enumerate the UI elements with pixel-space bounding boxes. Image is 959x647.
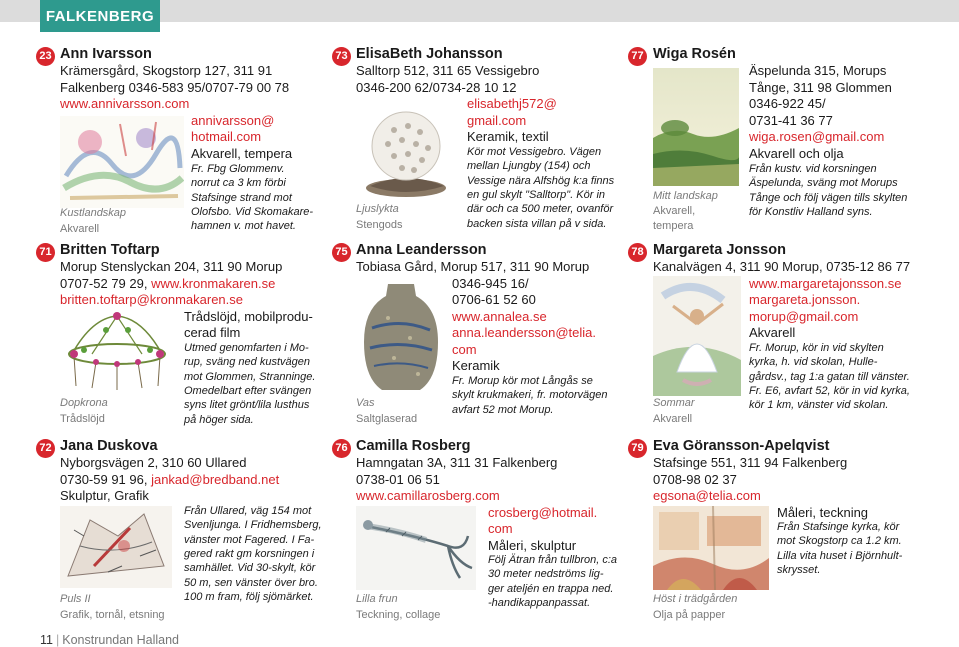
entry-number-badge: 75 — [332, 243, 351, 262]
artwork-image-vase — [358, 278, 444, 396]
directions-line: syns litet grönt/lila lusthus — [184, 399, 310, 412]
directions-line: 50 m, sen vänster över bro. — [184, 576, 318, 589]
address-line: Nyborgsvägen 2, 310 60 Ullared — [60, 455, 247, 470]
artist-entry-78 — [628, 240, 928, 432]
phone-web-line — [60, 276, 275, 293]
entry-number-badge: 79 — [628, 439, 647, 458]
directions-line: Äspelunda, sväng mot Morups — [749, 177, 898, 190]
phone-line: 0708-98 02 37 — [653, 471, 737, 487]
directions-line: Svenljunga. I Fridhemsberg, — [184, 519, 322, 532]
artwork-medium: Akvarell — [60, 223, 100, 235]
address-line: Tobiasa Gård, Morup 517, 311 90 Morup — [356, 259, 590, 274]
directions-line: Stafsinge strand mot — [191, 191, 292, 204]
directions-line: skrysset. — [777, 563, 821, 576]
artwork-medium: Grafik, tornål, etsning — [60, 609, 165, 621]
section-tab: FALKENBERG — [40, 0, 160, 32]
directions-line: Från Stafsinge kyrka, kör — [777, 521, 900, 533]
artwork-title: Höst i trädgården — [653, 593, 738, 605]
technique-line: Skulptur, Grafik — [60, 488, 149, 503]
artwork-image-lantern — [356, 100, 460, 202]
directions-line: 100 m fram, följ sjömärket. — [184, 590, 314, 603]
directions-line: Omedelbart efter svängen — [184, 384, 312, 397]
directions-line: Följ Ätran från tullbron, c:a — [488, 554, 618, 566]
artwork-title: Dopkrona — [60, 397, 108, 409]
directions-line: Fr. Morup kör mot Långås se — [452, 375, 593, 387]
phone-email-line: 0730-59 91 96, jankad@bredband.net — [60, 471, 280, 487]
directions-line: backen sista villan på v sida. — [467, 217, 607, 230]
directions-line: för Konstliv Halland syns. — [749, 205, 873, 218]
artwork-medium: Akvarell, — [653, 205, 696, 217]
entry-number-badge: 77 — [628, 47, 647, 66]
technique-line: Akvarell — [749, 325, 796, 340]
artist-name: Anna Leandersson — [356, 242, 487, 258]
directions-line: 30 meter nedströms lig- — [488, 568, 604, 581]
address-line: Salltorp 512, 311 65 Vessigebro — [356, 63, 540, 78]
artwork-medium: Teckning, collage — [356, 609, 441, 621]
website-link[interactable]: www.camillarosberg.com — [356, 488, 500, 503]
artwork-image-watercolor-landscape — [60, 116, 184, 208]
artist-name: Jana Duskova — [60, 438, 158, 454]
artwork-title: Lilla frun — [356, 593, 398, 605]
technique-line: Keramik, textil — [467, 129, 549, 144]
directions-line: där och ca 500 meter, ovanför — [467, 203, 614, 216]
artist-entry-75 — [332, 240, 622, 432]
artist-entry-76 — [332, 436, 622, 626]
entry-number-badge: 73 — [332, 47, 351, 66]
directions-line: Fr. E6, avfart 52, kör in vid kyrka, — [749, 384, 910, 397]
artist-entry-72 — [36, 436, 326, 626]
directions-line: -handikappanpassat. — [488, 596, 591, 609]
artist-name: Margareta Jonsson — [653, 242, 786, 258]
artwork-image-mermaid-drawing — [356, 506, 476, 590]
artwork-medium-cont: tempera — [653, 220, 694, 232]
address-line: Hamngatan 3A, 311 31 Falkenberg — [356, 455, 558, 470]
artist-name: Eva Göransson-Apelqvist — [653, 438, 830, 454]
technique-line: Trådslöjd, mobilprodu- — [184, 308, 313, 324]
phone-line: Falkenberg 0346-583 95/0707-79 00 78 — [60, 79, 290, 95]
phone-line: 0738-01 06 51 — [356, 471, 440, 487]
email-link[interactable]: anna.leandersson@telia. — [452, 325, 597, 340]
directions-line: Utmed genomfarten i Mo- — [184, 342, 309, 354]
email-link[interactable]: wiga.rosen@gmail.com — [749, 129, 885, 144]
directions-line: mot Glommen, Stranninge. — [184, 370, 316, 383]
artwork-image-dancer-watercolor — [653, 276, 741, 396]
directions-line: Lilla vita huset i Björnhult- — [777, 549, 903, 562]
email-link[interactable]: elisabethj572@ — [467, 96, 557, 111]
address-line: Äspelunda 315, Morups — [749, 63, 887, 78]
directions-line: gårdsv., tag 1:a gatan till vänster. — [749, 370, 910, 383]
entry-number-badge: 23 — [36, 47, 55, 66]
website-link[interactable]: www.margaretajonsson.se — [749, 275, 902, 291]
directions-line: på höger sida. — [184, 413, 254, 426]
artwork-title: Ljuslykta — [356, 203, 399, 215]
website-link[interactable]: www.annalea.se — [452, 308, 547, 324]
technique-line: Måleri, teckning — [777, 504, 869, 520]
entry-number-badge: 76 — [332, 439, 351, 458]
directions-line: gered rakt gm korsningen i — [184, 547, 315, 560]
directions-line: Tånge och följ vägen tills skylten — [749, 191, 908, 204]
artwork-medium: Olja på papper — [653, 609, 726, 621]
artist-entry-77 — [628, 44, 928, 240]
directions-line: mellan Ljungby (154) och — [467, 160, 591, 173]
directions-line: Från kustv. vid korsningen — [749, 163, 877, 175]
artist-name: Wiga Rosén — [653, 46, 736, 62]
technique-line-cont: cerad film — [184, 325, 241, 340]
artist-name: Ann Ivarsson — [60, 46, 152, 62]
artist-entry-73 — [332, 44, 622, 240]
artwork-medium: Stengods — [356, 219, 403, 231]
artist-name: Britten Toftarp — [60, 242, 160, 258]
directions-line: vänster mot Fagered. I Fa- — [184, 533, 315, 546]
footer-separator: | — [55, 633, 60, 647]
artwork-title: Mitt landskap — [653, 190, 718, 202]
email-link-cont[interactable]: morup@gmail.com — [749, 308, 859, 324]
website-link[interactable]: www.kronmakaren.se — [151, 275, 276, 291]
address-line: Krämersgård, Skogstorp 127, 311 91 — [60, 63, 273, 78]
entry-number-badge: 71 — [36, 243, 55, 262]
directions-line: skylt krukmakeri, fr. motorvägen — [452, 389, 608, 402]
email-link-cont[interactable]: com — [452, 341, 477, 357]
page-number: 11 — [40, 633, 53, 647]
website-link[interactable]: www.annivarsson.com — [60, 96, 190, 111]
phone-line: 0731-41 36 77 — [749, 112, 833, 128]
artist-name: Camilla Rosberg — [356, 438, 471, 454]
email-link[interactable]: britten.toftarp@kronmakaren.se — [60, 292, 244, 307]
page-footer — [40, 633, 179, 647]
phone-line: 0346-200 62/0734-28 10 12 — [356, 79, 517, 95]
artist-entry-23 — [36, 44, 314, 240]
artwork-title: Puls II — [60, 593, 91, 605]
artwork-title: Sommar — [653, 397, 695, 409]
directions-line: en gul skylt "Salltorp". Kör in — [467, 188, 606, 201]
artwork-image-autumn-garden — [653, 506, 769, 590]
address-line: Morup Stenslyckan 204, 311 90 Morup — [60, 259, 283, 274]
artist-entry-79 — [628, 436, 928, 626]
artwork-title: Vas — [356, 397, 375, 409]
entry-number-badge: 72 — [36, 439, 55, 458]
directions-line: Vessige nära Alfshög k:a finns — [467, 174, 615, 187]
phone-line: 0346-945 16/ — [452, 275, 529, 291]
email-link[interactable]: egsona@telia.com — [653, 488, 761, 503]
artwork-image-etching — [60, 506, 172, 588]
directions-line: mot Skogstorp ca 1.2 km. — [777, 535, 902, 548]
directions-line: Från Ullared, väg 154 mot — [184, 505, 312, 517]
directions-line: kör 1 km, vänster vid skolan. — [749, 399, 889, 412]
artwork-medium: Saltglaserad — [356, 413, 418, 425]
directions-line: Fr. Morup, kör in vid skylten — [749, 342, 884, 354]
technique-line: Akvarell och olja — [749, 145, 844, 161]
directions-line: hamnen v. mot havet. — [191, 220, 296, 233]
artwork-title: Kustlandskap — [60, 207, 127, 219]
technique-line: Måleri, skulptur — [488, 537, 577, 553]
email-link-cont[interactable]: com — [488, 521, 513, 536]
directions-line: norrut ca 3 km förbi — [191, 177, 286, 190]
directions-line: samhället. Vid 30-skylt, kör — [184, 562, 316, 575]
artwork-image-landscape-painting — [653, 68, 739, 186]
phone-line: 0346-922 45/ — [749, 96, 826, 111]
email-link[interactable]: jankad@bredband.net — [151, 471, 280, 487]
artwork-medium: Trådslöjd — [60, 413, 105, 425]
publication-title: Konstrundan Halland — [62, 633, 179, 647]
address-line: Stafsinge 551, 311 94 Falkenberg — [653, 455, 848, 470]
artwork-image-crown — [62, 310, 172, 394]
email-link[interactable]: crosberg@hotmail. — [488, 504, 598, 520]
phone-line: 0706-61 52 60 — [452, 292, 536, 307]
technique-line: Keramik — [452, 358, 500, 373]
directions-line: Fr. Fbg Glommenv. — [191, 163, 285, 175]
address-line: Tånge, 311 98 Glommen — [749, 79, 892, 95]
phone-line: 0707-52 79 29, — [60, 275, 152, 291]
technique-line: Akvarell, tempera — [191, 145, 293, 161]
directions-line: Olofsbo. Vid Skomakare- — [191, 205, 314, 218]
artist-entry-71 — [36, 240, 326, 432]
directions-line: kyrka, h. vid skolan, Hulle- — [749, 356, 878, 369]
directions-line: ger ateljén en trappa ned. — [488, 582, 614, 595]
directions-line: Kör mot Vessigebro. Vägen — [467, 146, 602, 158]
address-line: Kanalvägen 4, 311 90 Morup, 0735-12 86 77 — [653, 259, 911, 274]
directions-line: avfart 52 mot Morup. — [452, 403, 554, 416]
email-link[interactable]: margareta.jonsson. — [749, 292, 861, 307]
artist-name: ElisaBeth Johansson — [356, 46, 503, 62]
email-link-cont[interactable]: hotmail.com — [191, 129, 262, 144]
directions-line: rup, sväng ned kustvägen — [184, 356, 310, 369]
artwork-medium: Akvarell — [653, 413, 693, 425]
email-link[interactable]: annivarsson@ — [191, 112, 275, 128]
entry-number-badge: 78 — [628, 243, 647, 262]
email-link-cont[interactable]: gmail.com — [467, 112, 527, 128]
